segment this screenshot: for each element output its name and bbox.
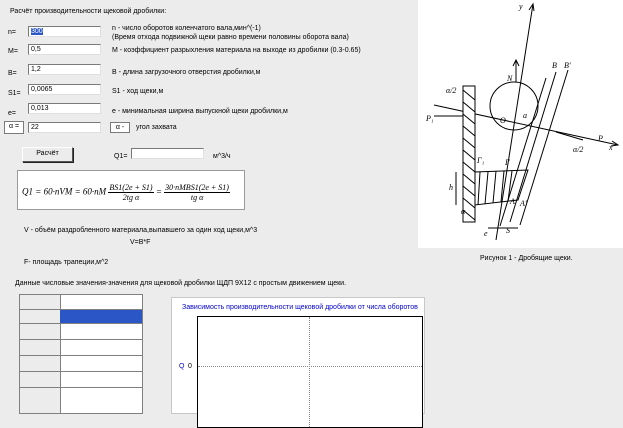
svg-text:α/2: α/2 bbox=[446, 86, 457, 95]
q1-label: Q1= bbox=[114, 153, 128, 160]
formula-fraction-2 bbox=[164, 183, 230, 202]
svg-text:S: S bbox=[506, 226, 510, 235]
s1-description: S1 - ход щеки,м bbox=[112, 88, 164, 95]
chart-ytick-0: 0 bbox=[188, 363, 192, 370]
formula-f1-numerator: BS1(2e + S1) bbox=[109, 183, 153, 192]
svg-text:α/2: α/2 bbox=[573, 145, 584, 154]
label-s1: S1= bbox=[8, 90, 21, 97]
svg-text:A: A bbox=[510, 197, 515, 206]
chart-ylabel: Q bbox=[179, 363, 185, 370]
svg-text:h: h bbox=[449, 183, 453, 192]
formula-f2-numerator: 30·nMBS1(2e + S1) bbox=[165, 183, 229, 192]
formula-f2-denominator: tg α bbox=[190, 193, 204, 202]
formula-box bbox=[17, 170, 245, 210]
s1-input[interactable]: 0,0065 bbox=[28, 84, 101, 95]
m-input[interactable]: 0,5 bbox=[28, 44, 101, 55]
chart-gridline-horizontal bbox=[198, 366, 422, 367]
grid-line-6 bbox=[20, 387, 142, 388]
n-description: n - число оборотов коленчатого вала,мин^(-1) bbox=[112, 25, 261, 32]
e-description: e - минимальная ширина выпускной щеки дробилки,м bbox=[112, 108, 288, 115]
svg-text:N: N bbox=[507, 74, 513, 83]
alpha-symbol: α - bbox=[110, 122, 130, 133]
svg-text:P₁: P₁ bbox=[426, 114, 434, 123]
label-n: n= bbox=[8, 29, 16, 36]
svg-text:e: e bbox=[484, 229, 488, 238]
label-m: M= bbox=[8, 48, 18, 55]
svg-text:A': A' bbox=[520, 199, 527, 208]
e-input[interactable]: 0,013 bbox=[28, 103, 101, 114]
b-input[interactable]: 1,2 bbox=[28, 64, 101, 75]
label-b: B= bbox=[8, 70, 17, 77]
chart-plot-area bbox=[197, 316, 423, 428]
svg-text:Г: Г bbox=[505, 158, 510, 167]
formula-equals: = bbox=[155, 186, 162, 197]
q1-unit: м^3/ч bbox=[213, 153, 231, 160]
n-input[interactable]: 300 bbox=[28, 26, 101, 37]
m-description: M - коэффициент разрыхления материала на выходе из дробилки (0.3-0.65) bbox=[112, 47, 361, 54]
alpha-description: угол захвата bbox=[136, 124, 177, 131]
grid-selected-row[interactable] bbox=[60, 309, 142, 323]
grid-line-1 bbox=[20, 309, 142, 310]
calculate-button[interactable]: Расчёт bbox=[22, 147, 73, 162]
grid-line-5 bbox=[20, 371, 142, 372]
svg-text:x: x bbox=[609, 143, 613, 152]
grid-line-2 bbox=[20, 323, 142, 324]
grid-line-3 bbox=[20, 339, 142, 340]
svg-text:B': B' bbox=[564, 61, 571, 70]
chart-title: Зависимость производительности щековой дробилки от числа оборотов bbox=[182, 304, 418, 311]
formula-f1-denominator: 2tg α bbox=[122, 193, 140, 202]
svg-text:Г₁: Г₁ bbox=[477, 156, 485, 165]
formula-lhs: Q1 = 60·nVM = 60·nM bbox=[22, 186, 107, 197]
grid-row-header-column bbox=[20, 295, 61, 413]
page-title: Расчёт производительности щековой дробилки: bbox=[10, 8, 167, 15]
crusher-jaws-drawing bbox=[418, 0, 623, 248]
formula-fraction-1 bbox=[108, 183, 153, 202]
grid-line-4 bbox=[20, 355, 142, 356]
alpha-label: α = bbox=[4, 121, 24, 134]
figure-caption: Рисунок 1 - Дробящие щеки. bbox=[480, 255, 573, 262]
n-note: (Время отхода подвижной щеки равно времени половины оборота вала) bbox=[112, 34, 349, 41]
data-grid[interactable] bbox=[19, 294, 143, 414]
table-title: Данные числовые значения-значения для щековой дробилки ЩДП 9Х12 с простым движением щеки. bbox=[15, 280, 347, 287]
svg-text:α: α bbox=[461, 207, 466, 216]
v-formula: V=B*F bbox=[130, 239, 151, 246]
chart-panel bbox=[171, 297, 425, 414]
svg-text:y: y bbox=[519, 2, 523, 11]
formula-text bbox=[22, 183, 230, 202]
q1-output[interactable] bbox=[131, 148, 204, 159]
crusher-jaws-figure bbox=[418, 0, 623, 248]
chart-gridline-vertical bbox=[309, 317, 310, 427]
svg-text:B: B bbox=[552, 61, 557, 70]
alpha-input[interactable]: 22 bbox=[28, 122, 101, 133]
f-description: F- площадь трапеции,м^2 bbox=[24, 259, 109, 266]
svg-text:P: P bbox=[598, 134, 603, 143]
v-description: V - объём раздробленного материала,выпавшего за один ход щеки,м^3 bbox=[24, 227, 258, 234]
svg-text:O: O bbox=[500, 116, 506, 125]
label-e: e= bbox=[8, 110, 16, 117]
svg-text:a: a bbox=[523, 111, 527, 120]
b-description: B - длина загрузочного отверстия дробилки,м bbox=[112, 69, 261, 76]
